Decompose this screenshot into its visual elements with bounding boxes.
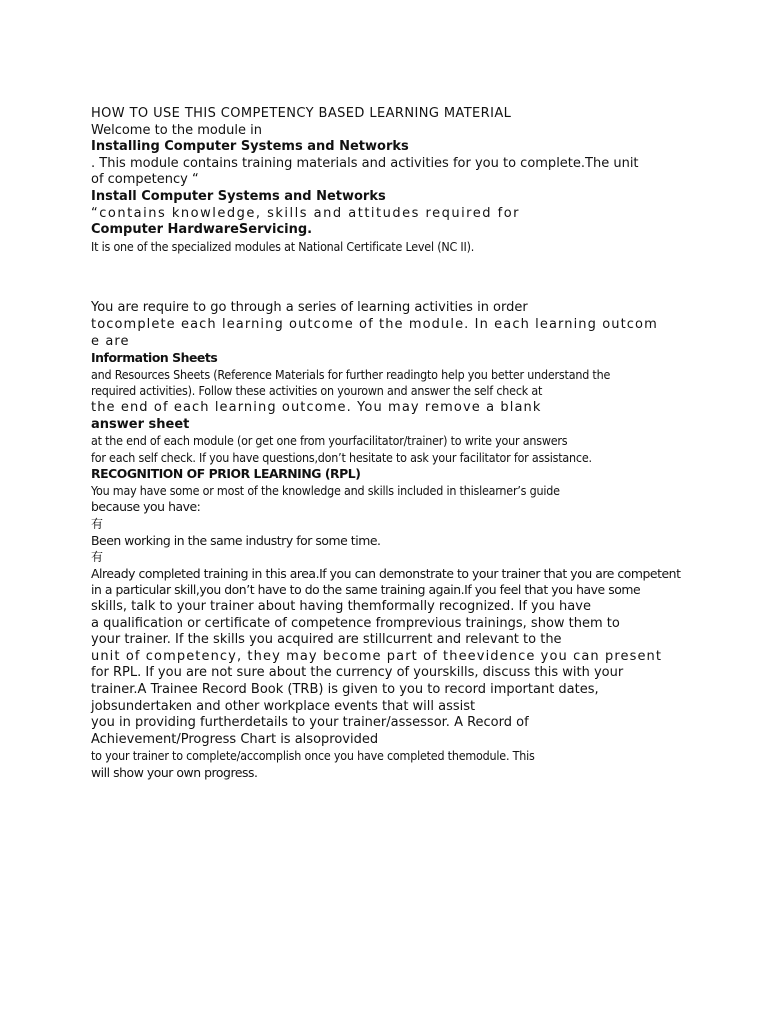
text-line: at the end of each module (or get one from yourfacilitator/trainer) to write your answers — [91, 433, 568, 449]
text-line: Achievement/Progress Chart is alsoprovided — [91, 731, 379, 747]
text-line: skills, talk to your trainer about having themformally recognized. If you have — [91, 599, 591, 615]
text-line: tocomplete each learning outcome of the module. In each learning outcom — [91, 316, 658, 332]
text-line: you in providing furtherdetails to your trainer/assessor. A Record of — [91, 715, 529, 731]
module-title: Installing Computer Systems and Networks — [91, 139, 409, 155]
document-body — [91, 106, 681, 782]
text-line: unit of competency, they may become part of theevidence you can present — [91, 648, 663, 664]
spacer — [91, 288, 676, 300]
text-line: for each self check. If you have questions,don’t hesitate to ask your facilitator for assistance. — [91, 449, 592, 465]
list-item: Already completed training in this area.If you can demonstrate to your trainer that you are competent — [91, 565, 681, 581]
text-line: It is one of the specialized modules at National Certificate Level (NC II). — [91, 238, 475, 254]
rpl-heading: RECOGNITION OF PRIOR LEARNING (RPL) — [91, 466, 361, 482]
text-line: in a particular skill,you don’t have to do the same training again.If you feel that you have some — [91, 582, 641, 598]
text-line: your trainer. If the skills you acquired are stillcurrent and relevant to the — [91, 632, 562, 648]
bullet-glyph: 有 — [91, 517, 104, 532]
text-line: “contains knowledge, skills and attitudes required for — [91, 205, 520, 221]
qualification-title: Computer HardwareServicing. — [91, 222, 313, 238]
text-line: You are require to go through a series of learning activities in order — [91, 300, 528, 316]
text-line: the end of each learning outcome. You may remove a blank — [91, 399, 542, 415]
text-line: required activities). Follow these activities on yourown and answer the self check at — [91, 383, 543, 399]
document-heading: HOW TO USE THIS COMPETENCY BASED LEARNING MATERIAL — [91, 106, 512, 121]
text-line: You may have some or most of the knowledge and skills included in thislearner’s guide — [91, 482, 560, 498]
unit-title: Install Computer Systems and Networks — [91, 188, 386, 204]
text-line: will show your own progress. — [91, 764, 258, 780]
text-line: e are — [91, 333, 130, 349]
spacer — [91, 255, 676, 288]
text-line: trainer.A Trainee Record Book (TRB) is given to you to record important dates, — [91, 682, 599, 697]
information-sheets-label: Information Sheets — [91, 350, 218, 366]
text-line: Welcome to the module in — [91, 122, 262, 138]
text-line: . This module contains training materials and activities for you to complete.The unit — [91, 155, 639, 171]
text-line: and Resources Sheets (Reference Materials for further readingto help you better understand the — [91, 366, 611, 382]
bullet-glyph: 有 — [91, 550, 104, 565]
list-item: Been working in the same industry for some time. — [91, 532, 381, 548]
answer-sheet-label: answer sheet — [91, 416, 190, 432]
text-line: for RPL. If you are not sure about the currency of yourskills, discuss this with your — [91, 665, 624, 681]
text-line: of competency “ — [91, 172, 199, 188]
text-line: to your trainer to complete/accomplish once you have completed themodule. This — [91, 748, 535, 764]
text-line: a qualification or certificate of competence fromprevious trainings, show them to — [91, 615, 620, 631]
text-line: jobsundertaken and other workplace events that will assist — [91, 698, 476, 714]
text-line: because you have: — [91, 499, 201, 515]
